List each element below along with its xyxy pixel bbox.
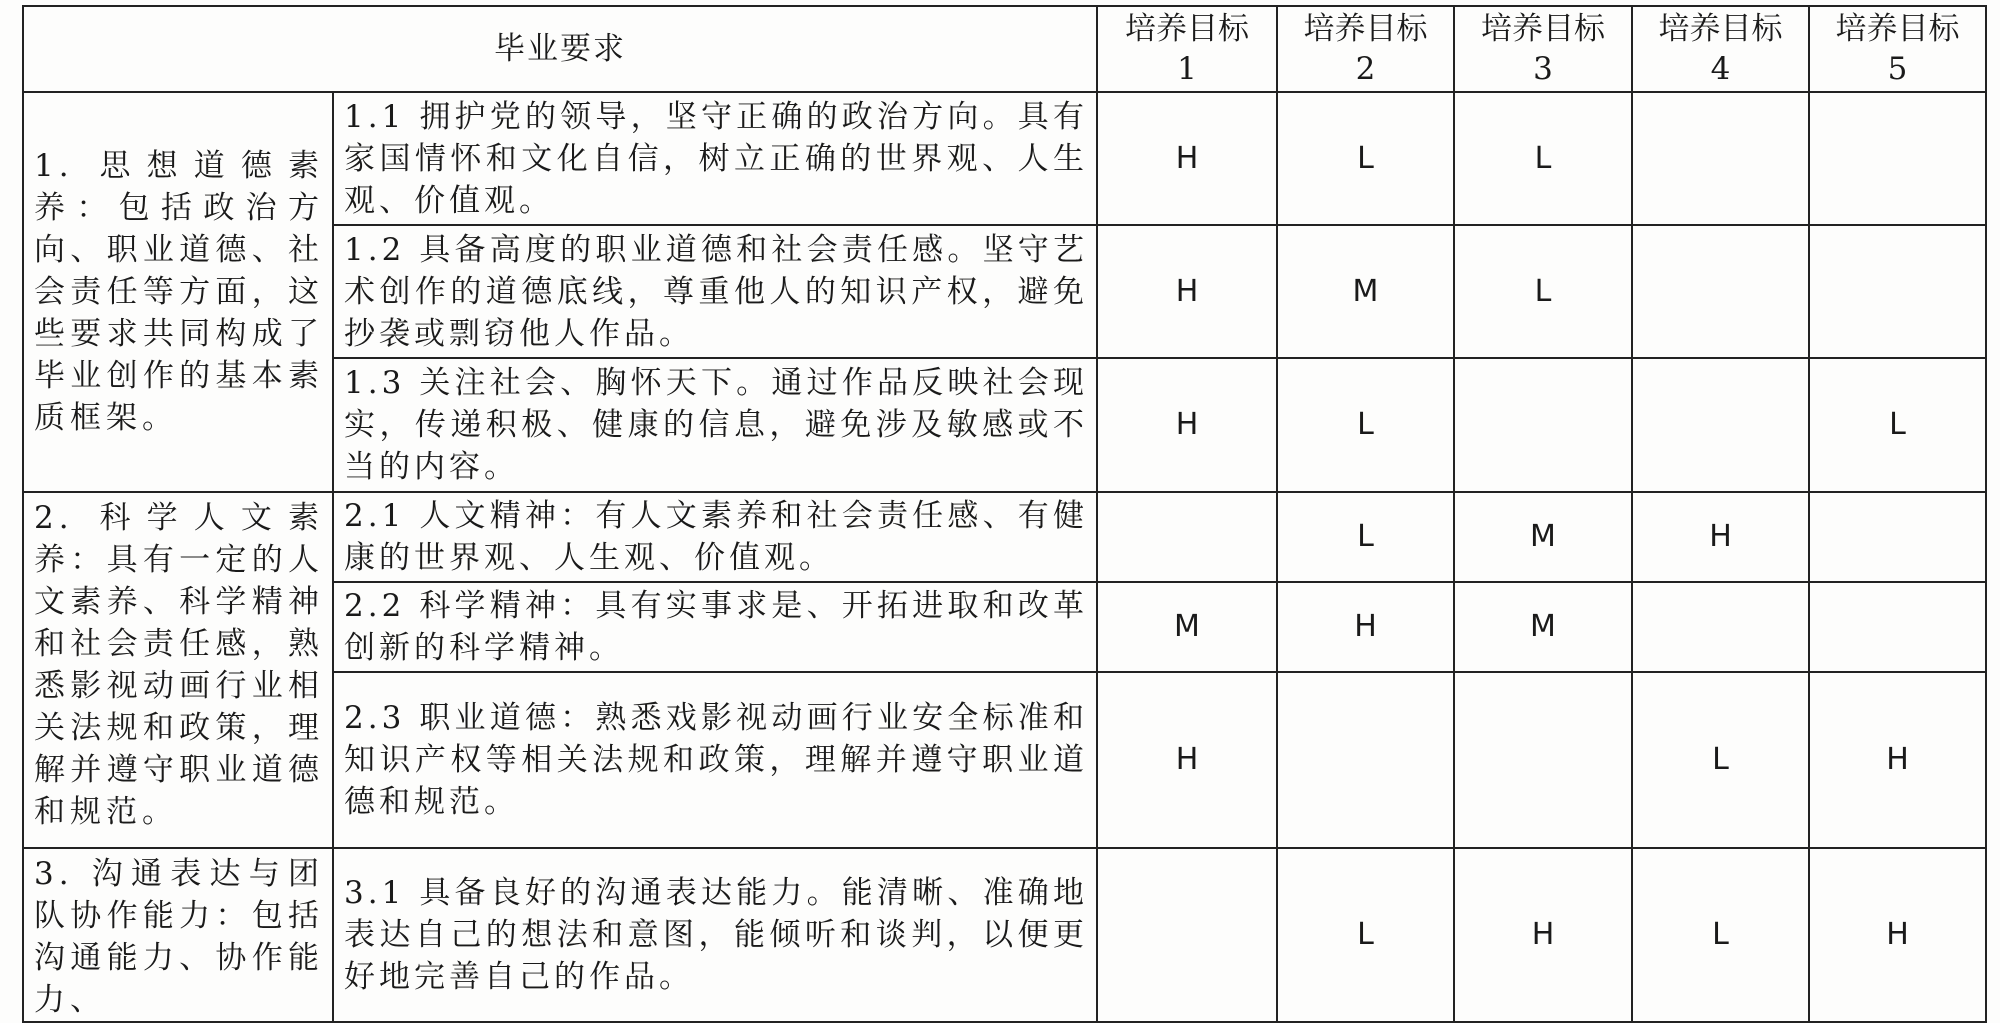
level-cell [1632,358,1809,492]
target-header-2 [1277,6,1454,92]
level-cell [1277,672,1454,848]
category-cell-1: 1. 思想道德素养：包括政治方向、职业道德、社会责任等方面，这些要求共同构成了毕业创作的基本素质框架。 [23,92,333,492]
graduation-requirements-table [22,5,1987,1023]
level-cell: L [1632,672,1809,848]
target-header-number: 5 [1887,51,1908,87]
level-cell: L [1277,848,1454,1022]
target-header-label: 培养目标 [1835,11,1960,47]
target-header-number: 1 [1177,51,1197,87]
target-header-number: 2 [1355,51,1376,87]
target-header-label: 培养目标 [1125,11,1249,47]
requirement-cell: 3.1 具备良好的沟通表达能力。能清晰、准确地表达自己的想法和意图，能倾听和谈判，以便更好地完善自己的作品。 [333,848,1097,1022]
level-cell: M [1097,582,1277,672]
level-cell: L [1277,492,1454,582]
level-cell [1809,492,1986,582]
requirement-cell: 2.2 科学精神：具有实事求是、开拓进取和改革创新的科学精神。 [333,582,1097,672]
level-cell: L [1454,92,1632,225]
target-header-label: 培养目标 [1658,11,1783,47]
level-cell [1809,582,1986,672]
target-header-5 [1809,6,1986,92]
target-header-4 [1632,6,1809,92]
requirement-cell: 1.1 拥护党的领导，坚守正确的政治方向。具有家国情怀和文化自信，树立正确的世界观、人生观、价值观。 [333,92,1097,225]
target-header-number: 3 [1533,51,1553,87]
header-row [23,6,1986,92]
level-cell: H [1097,358,1277,492]
requirement-header: 毕业要求 [23,6,1097,92]
level-cell: H [1454,848,1632,1022]
table-row [23,848,1986,1022]
level-cell [1454,672,1632,848]
level-cell: M [1454,582,1632,672]
requirement-cell: 1.2 具备高度的职业道德和社会责任感。坚守艺术创作的道德底线，尊重他人的知识产权，避免抄袭或剽窃他人作品。 [333,225,1097,358]
table-row [23,92,1986,225]
level-cell: L [1809,358,1986,492]
level-cell: L [1277,358,1454,492]
level-cell [1809,225,1986,358]
category-cell-2: 2. 科学人文素养：具有一定的人文素养、科学精神和社会责任感，熟悉影视动画行业相关法规和政策，理解并遵守职业道德和规范。 [23,492,333,848]
level-cell [1097,848,1277,1022]
level-cell: H [1097,225,1277,358]
level-cell: M [1277,225,1454,358]
level-cell: M [1454,492,1632,582]
level-cell: H [1097,92,1277,225]
level-cell [1632,92,1809,225]
level-cell: H [1809,672,1986,848]
level-cell [1632,225,1809,358]
category-cell-3: 3. 沟通表达与团队协作能力：包括沟通能力、协作能力、 [23,848,333,1022]
target-header-number: 4 [1710,51,1731,87]
target-header-1 [1097,6,1277,92]
requirement-cell: 1.3 关注社会、胸怀天下。通过作品反映社会现实，传递积极、健康的信息，避免涉及敏感或不当的内容。 [333,358,1097,492]
requirement-cell: 2.3 职业道德：熟悉戏影视动画行业安全标准和知识产权等相关法规和政策，理解并遵守职业道德和规范。 [333,672,1097,848]
level-cell [1632,582,1809,672]
level-cell: H [1097,672,1277,848]
target-header-label: 培养目标 [1303,11,1428,47]
level-cell: H [1809,848,1986,1022]
level-cell: L [1277,92,1454,225]
level-cell: L [1454,225,1632,358]
level-cell [1454,358,1632,492]
table-row [23,492,1986,582]
target-header-label: 培养目标 [1481,11,1605,47]
level-cell: H [1277,582,1454,672]
requirement-cell: 2.1 人文精神：有人文素养和社会责任感、有健康的世界观、人生观、价值观。 [333,492,1097,582]
level-cell [1809,92,1986,225]
level-cell: L [1632,848,1809,1022]
target-header-3 [1454,6,1632,92]
level-cell [1097,492,1277,582]
level-cell: H [1632,492,1809,582]
